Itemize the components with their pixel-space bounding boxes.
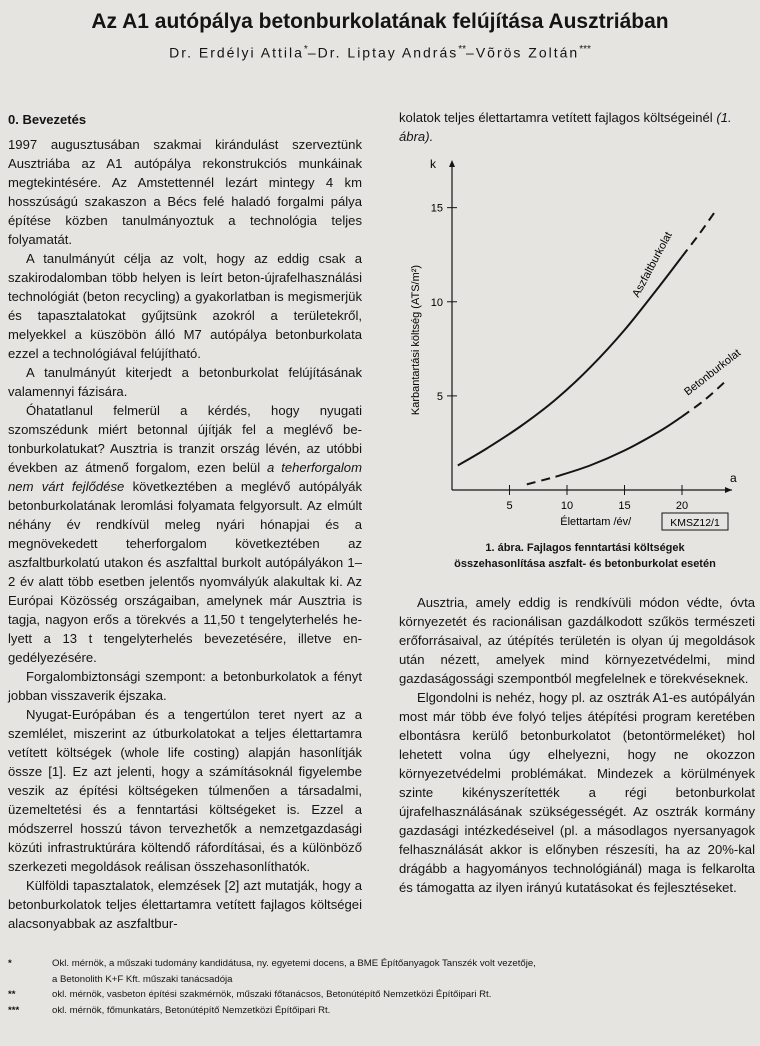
paragraph: Forgalombiztonsági szempont: a betonburkolatok a fényt jobban visszaverik éjszaka. [8, 669, 362, 703]
author-line [0, 44, 760, 61]
x-tick-label: 20 [675, 500, 689, 512]
asphalt-series-label: Aszfaltburkolat [630, 230, 675, 300]
paragraph [8, 401, 362, 667]
author-1: Dr. Erdélyi Attila [169, 44, 304, 61]
concrete-series-label: Betonburkolat [682, 346, 744, 399]
left-column [8, 110, 362, 933]
figure-chart [400, 150, 750, 535]
x-tick-label: 10 [560, 500, 574, 512]
footnote-text: okl. mérnök, vasbeton építési szakmérnök, műszaki főtanácsos, Betonútépítő Nemzetközi Építőipari Rt. [52, 989, 492, 1000]
footnote-text: okl. mérnök, főmunkatárs, Betonútépítő Nemzetközi Építőipari Rt. [52, 1004, 331, 1016]
footnote-mark: *** [8, 1004, 20, 1016]
caption-line-2: összehasonlítása aszfalt- és betonburkolat esetén [454, 558, 716, 570]
paragraph: Nyugat-Európában és a tengertúlon teret nyert az a szemlélet, miszerint az útburkolatokat a teljes élettartamra vetített költségek (whole life costing) alapján hasonlítják össze [1]. Ez azt jelenti, hogy a számításoknál figyelembe veszik az építési költségeken túlmenően a társadalmi, üzemeltetési és a fenntartási költségeket is. Ezzel a módszerrel hosszú távon tervezhetők a nemzetgazdasági közúti infrastruktúrára költendő ráfordításai, és a különböző szerkezeti megoldások reálisan összehasonlíthatók. [8, 707, 362, 874]
footnote-mark: ** [8, 989, 16, 1000]
paragraph: Külföldi tapasztalatok, elemzések [2] azt mutatják, hogy a betonburkolatok teljes élettartamra vetített fajlagos költségei alacsonyabbak az aszfaltbur- [8, 878, 362, 931]
concrete-series-line [556, 417, 683, 477]
chart-plot [431, 160, 743, 512]
footnote-text: Okl. mérnök, a műszaki tudomány kandidátusa, ny. egyetemi docens, a BME Építőanyagok Tanszék volt vezetője, [52, 958, 536, 969]
paragraph-text: kolatok teljes élettartamra vetített fajlagos költségeinél [399, 110, 717, 125]
asphalt-series-line [458, 257, 682, 466]
author-separator: – [466, 44, 476, 61]
figure-reference: (1. ábra). [399, 110, 732, 144]
footnote-text: a Betonolith K+F Kft. műszaki tanácsadója [52, 973, 233, 985]
y-tick-label: 10 [430, 296, 443, 309]
paragraph: A tanulmányút kiterjedt a betonburkolat felújításának valamennyi fázisára. [8, 365, 362, 399]
x-axis-letter: a [730, 471, 737, 485]
x-axis-label: Élettartam /év/ [560, 516, 632, 528]
author-3-mark: *** [579, 44, 591, 55]
footnote [8, 1003, 748, 1019]
author-3: Võrös Zoltán [475, 44, 580, 61]
asphalt-series-line-dashed [682, 210, 717, 257]
figure-caption [420, 540, 750, 572]
section-heading: 0. Bevezetés [8, 112, 87, 127]
concrete-series-line-dashed [527, 477, 556, 485]
y-axis-label: Karbantartási költség (ATS/m²) [410, 264, 422, 416]
paragraph: Elgondolni is nehéz, hogy pl. az osztrák A1-es autópályán most már több éve folyó teljes átépítési program keretében elbontásra kerülő betonburkolatot (betontörmeléket) hol lehetett volna úgy elhelyezni, hogy ne okozzon környezetvédelmi problémákat. Mindezek a körülmények szinte kikényszerítették a régi betonburkolat újrafelhasználásának szükségességét. Az osztrák kormány gazdasági intézkedéseivel (pl. a másodlagos nyersanyagok felhasználását akkor is előnyben részesíti, ha az 20%-kal drágább a hagyományos technológiánál) maga is felkarolta és támogatta az ilyen irányú kutatásokat és fejlesztéseket. [399, 690, 755, 895]
footnote-continuation [8, 972, 748, 988]
x-tick-label: 15 [618, 500, 631, 512]
footnotes [8, 956, 748, 1018]
paragraph: Ausztria, amely eddig is rendkívüli módon védte, óvta környezetét és racionálisan gazdálkodott szűkös természeti erőforrásaival, az útépítés területén is olyan új megoldások után nézett, amelyek mind környezetvédelmi, mind gazdaságossági szempontból megfelelnek e törekvéseknek. [399, 595, 755, 686]
footnote [8, 987, 748, 1003]
article-title: Az A1 autópálya betonburkolatának felújítása Ausztriában [91, 10, 669, 33]
paragraph: A tanulmányút célja az volt, hogy az eddig csak a szakirodalomban több helyen is leírt beton-újrafelhasználási technológiát (beton recycling) a gyakorlatban is megismerjük és tapasztalatokat gyűjtsünk azokról a területekről, melyekkel a küszöbön álló M7 autópálya betonburkolata ezzel a technológiával felújítható. [8, 251, 362, 361]
right-column [399, 593, 755, 897]
footnote-mark: * [8, 958, 12, 969]
author-2-mark: ** [458, 44, 467, 55]
y-tick-label: 15 [430, 202, 443, 215]
x-tick-label: 5 [506, 500, 513, 512]
author-2: Dr. Liptay András [317, 44, 459, 61]
right-column-top [399, 108, 745, 146]
paragraph-text: következtében a meglévő autópályák betonburkolatának leromlási folyamata felgyorsult. Az elmúlt néhány év rendkívül meleg nyári hónapjai és a megnövekedett teherforgalom következtében az aszfaltburkolatú utakon és aszfalttal burkolt autópályákon 1–2 év alatt több esetben jelentős nyomvályúk alakultak ki. Az Európai Közösség országaiban, amelynek már Ausztria is tagja, nagyon erős a törekvés a 11,50 t tengelyterhelés helyett a 13 t tengelyterhelés bevezetésére, illetve engedélyezésére. [8, 479, 362, 665]
x-axis-arrow [725, 487, 732, 493]
y-axis-arrow [449, 160, 455, 167]
emphasis-text: a teherforgalom nem várt fejlődése [8, 460, 362, 494]
y-tick-label: 5 [436, 390, 443, 403]
author-1-mark: * [303, 44, 308, 55]
caption-line-1: 1. ábra. Fajlagos fenntartási költségek [485, 542, 685, 554]
paragraph [399, 108, 745, 146]
author-separator: – [307, 44, 318, 61]
footnote [8, 956, 748, 972]
paragraph: 1997 augusztusában szakmai kirándulást szerveztünk Ausztriába az A1 autópálya rekonstrukciós munkáinak megtekintésére. Az Amstettennél lezárt mintegy 4 km hosszúságú szakaszon a Bécs felé haladó forgalmi pálya építése közben tanulmányoztuk a technológia teljes folyamatát. [8, 137, 362, 247]
paragraph-text: Óhatatlanul felmerül a kérdés, hogy nyugati szomszédunk miért betonnal újítják fel a meglévő betonburkolatukat? Ausztria is tranzit ország lévén, az utóbbi években az átmenő forgalom, ezen belül [8, 403, 362, 475]
figure-id-label: KMSZ12/1 [670, 517, 720, 529]
y-axis-letter: k [430, 157, 436, 171]
